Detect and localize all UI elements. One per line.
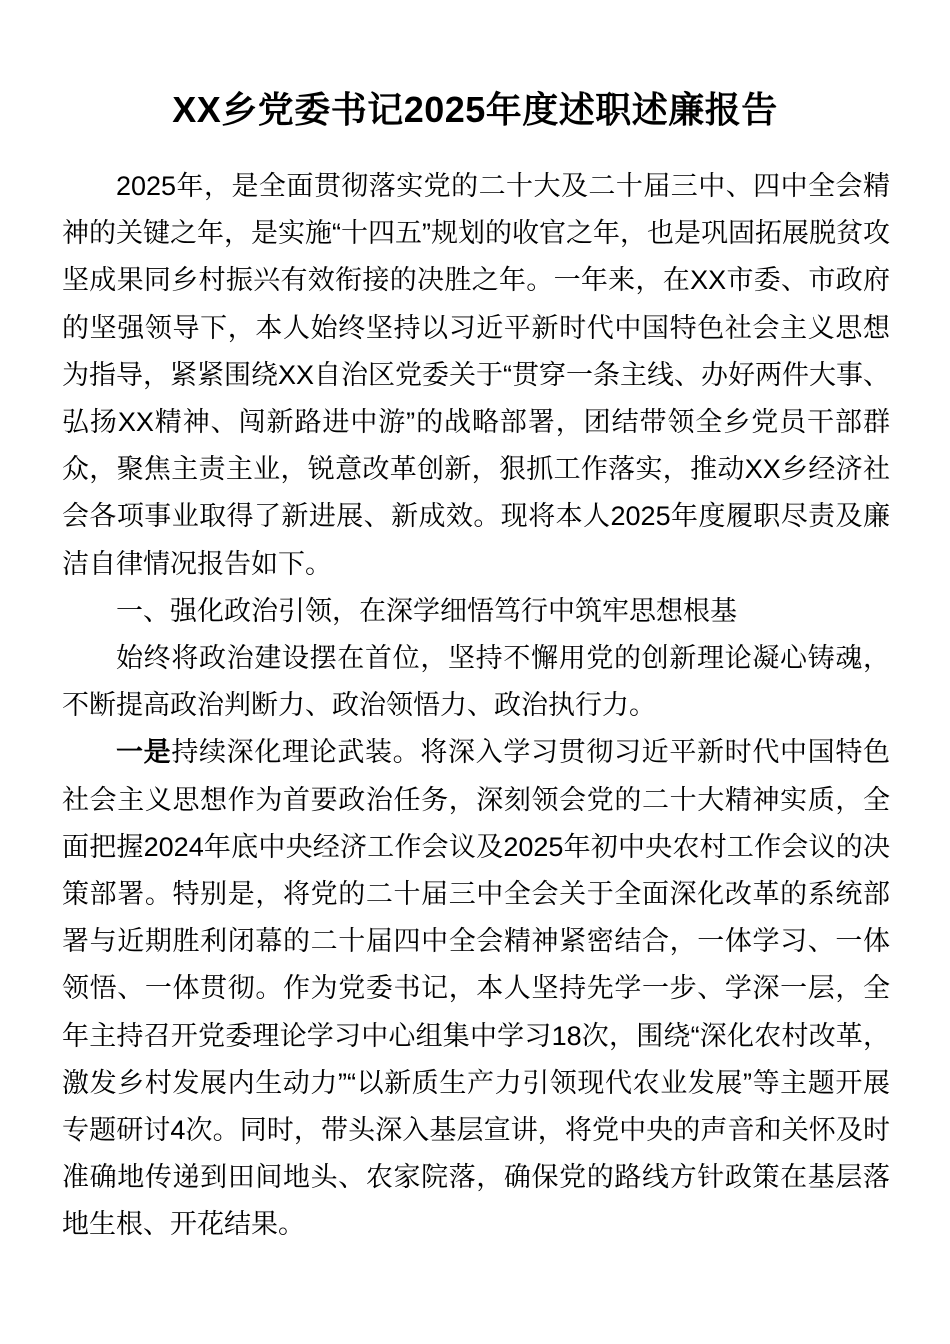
document-body bbox=[62, 163, 890, 1249]
intro-paragraph: 2025年，是全面贯彻落实党的二十大及二十届三中、四中全会精神的关键之年，是实施“十四五”规划的收官之年，也是巩固拓展脱贫攻坚成果同乡村振兴有效衔接的决胜之年。一年来，在XX市委、市政府的坚强领导下，本人始终坚持以习近平新时代中国特色社会主义思想为指导，紧紧围绕XX自治区党委关于“贯穿一条主线、办好两件大事、弘扬XX精神、闯新路进中游”的战略部署，团结带领全乡党员干部群众，聚焦主责主业，锐意改革创新，狠抓工作落实，推动XX乡经济社会各项事业取得了新进展、新成效。现将本人2025年度履职尽责及廉洁自律情况报告如下。 bbox=[62, 171, 891, 579]
point-one-label: 一是 bbox=[116, 737, 172, 768]
point-one-paragraph bbox=[62, 729, 890, 1248]
document-title: XX乡党委书记2025年度述职述廉报告 bbox=[172, 89, 778, 131]
section-one-heading: 一、强化政治引领，在深学细悟笃行中筑牢思想根基 bbox=[116, 595, 737, 626]
section-one-lead-paragraph: 始终将政治建设摆在首位，坚持不懈用党的创新理论凝心铸魂，不断提高政治判断力、政治领悟力、政治执行力。 bbox=[62, 643, 890, 721]
point-one-body: 持续深化理论武装。将深入学习贯彻习近平新时代中国特色社会主义思想作为首要政治任务，深刻领会党的二十大精神实质，全面把握2024年底中央经济工作会议及2025年初中央农村工作会议的决策部署。特别是，将党的二十届三中全会关于全面深化改革的系统部署与近期胜利闭幕的二十届四中全会精神紧密结合，一体学习、一体领悟、一体贯彻。作为党委书记，本人坚持先学一步、学深一层，全年主持召开党委理论学习中心组集中学习18次，围绕“深化农村改革，激发乡村发展内生动力”“以新质生产力引领现代农业发展”等主题开展专题研讨4次。同时，带头深入基层宣讲，将党中央的声音和关怀及时准确地传递到田间地头、农家院落，确保党的路线方针政策在基层落地生根、开花结果。 bbox=[62, 737, 891, 1240]
